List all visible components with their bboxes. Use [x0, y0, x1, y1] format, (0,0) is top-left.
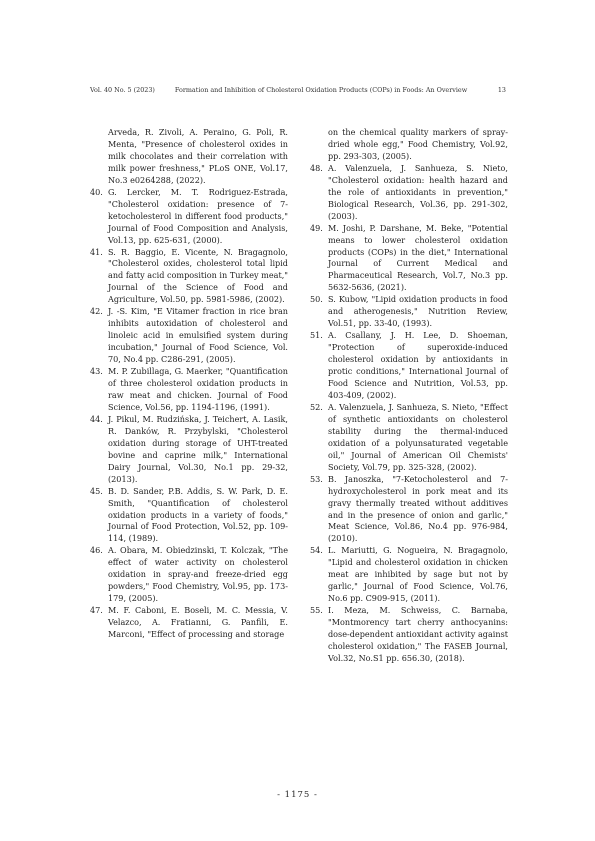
reference-number: 50.	[310, 294, 323, 305]
reference-text: A. Valenzuela, J. Sanhueza, S. Nieto, "Effect of synthetic antioxidants on cholesterol stability during the thermal-induced oxidation of a polyunsaturated vegetable oil," Journal of American Oil Chemists' Society, Vol.79, pp. 325-328, (2002).	[328, 401, 508, 472]
reference-text: S. Kubow, "Lipid oxidation products in food and atherogenesis," Nutrition Review, Vol.51, pp. 33-40, (1993).	[328, 294, 508, 329]
reference-number: 44.	[90, 413, 103, 424]
reference-text: I. Meza, M. Schweiss, C. Barnaba, "Montmorency tart cherry anthocyanins: dose-dependent antioxidant activity against cholesterol oxidation," The FASEB Journal, Vol.32, No.S1 pp. 656.30, (2018).	[328, 605, 508, 663]
reference-item	[310, 330, 508, 402]
reference-number: 45.	[90, 485, 103, 496]
reference-number: 55.	[310, 605, 323, 616]
page-number-footer: - 1175 -	[277, 790, 318, 800]
reference-text: A. Obara, M. Obiedzinski, T. Kolczak, "The effect of water activity on cholesterol oxidation in spray-and freeze-dried egg powders," Food Chemistry, Vol.95, pp. 173-179, (2005).	[108, 545, 288, 604]
reference-number: 43.	[90, 366, 103, 377]
reference-item	[310, 294, 508, 330]
reference-item	[90, 545, 288, 605]
reference-text: B. D. Sander, P.B. Addis, S. W. Park, D. E. Smith, "Quantification of cholesterol oxidation products in a variety of foods," Journal of Food Protection, Vol.52, pp. 109-114, (1989).	[108, 485, 288, 544]
reference-text: on the chemical quality markers of spray-dried whole egg," Food Chemistry, Vol.92, pp. 293-303, (2005).	[328, 127, 508, 161]
reference-item	[90, 247, 288, 307]
reference-number: 41.	[90, 246, 103, 257]
reference-text: G. Lercker, M. T. Rodriguez-Estrada, "Cholesterol oxidation: presence of 7-ketocholesterol in different food products," Journal of Food Composition and Analysis, Vol.13, pp. 625-631, (2000).	[108, 186, 288, 245]
reference-item	[90, 366, 288, 414]
reference-text: B. Janoszka, "7-Ketocholesterol and 7-hydroxycholesterol in pork meat and its gravy thermally treated without additives and in the presence of onion and garlic," Meat Science, Vol.86, No.4 pp. 976-984, (2010).	[328, 473, 508, 544]
reference-item	[310, 474, 508, 546]
references-left-column	[90, 127, 288, 641]
reference-text: J. Pikul, M. Rudzińska, J. Teichert, A. Lasik, R. Danków, R. Przybylski, "Cholesterol oxidation during storage of UHT-treated bovine and caprine milk," International Dairy Journal, Vol.30, No.1 pp. 29-32, (2013).	[108, 413, 288, 484]
reference-number: 53.	[310, 473, 323, 484]
reference-item	[310, 605, 508, 665]
journal-volume: Vol. 40 No. 5 (2023)	[90, 86, 155, 94]
reference-text: S. R. Baggio, E. Vicente, N. Bragagnolo, "Cholesterol oxides, cholesterol total lipid and fatty acid composition in Turkey meat," Journal of the Science of Food and Agriculture, Vol.50, pp. 5981-5986, (2002).	[108, 246, 288, 305]
reference-number: 42.	[90, 306, 103, 317]
reference-number: 51.	[310, 330, 323, 341]
reference-text: J. -S. Kim, "E Vitamer fraction in rice bran inhibits autoxidation of cholesterol and linoleic acid in emulsified system during incubation," Journal of Food Science, Vol. 70, No.4 pp. C286-291, (2005).	[108, 306, 288, 365]
reference-text: M. F. Caboni, E. Boseli, M. C. Messia, V. Velazco, A. Fratianni, G. Panfili, E. Marconi, "Effect of processing and storage	[108, 605, 288, 640]
reference-text: M. P. Zubillaga, G. Maerker, "Quantification of three cholesterol oxidation products in raw meat and chicken. Journal of Food Science, Vol.56, pp. 1194-1196, (1991).	[108, 366, 288, 412]
reference-item	[310, 223, 508, 295]
reference-text: A. Csallany, J. H. Lee, D. Shoeman, "Protection of superoxide-induced cholesterol oxidation by antioxidants in protic conditions," International Journal of Food Science and Nutrition, Vol.53, pp. 403-409, (2002).	[328, 330, 508, 400]
references-right-column	[310, 127, 508, 665]
reference-text: A. Valenzuela, J. Sanhueza, S. Nieto, "Cholesterol oxidation: health hazard and the role of antioxidants in prevention," Biological Research, Vol.36, pp. 291-302, (2003).	[328, 162, 508, 221]
reference-item	[310, 402, 508, 474]
reference-number: 52.	[310, 401, 323, 412]
reference-number: 49.	[310, 222, 323, 233]
reference-item	[90, 187, 288, 247]
reference-item	[90, 486, 288, 546]
reference-text: M. Joshi, P. Darshane, M. Beke, "Potential means to lower cholesterol oxidation products (COPs) in the diet," International Journal of Current Medical and Pharmaceutical Research, Vol.7, No.3 pp. 5632-5636, (2021).	[328, 222, 508, 293]
reference-item	[310, 163, 508, 223]
reference-number: 48.	[310, 162, 323, 173]
reference-item	[90, 306, 288, 366]
reference-item	[90, 605, 288, 641]
reference-item	[310, 127, 508, 163]
reference-text: Arveda, R. Zivoli, A. Peraino, G. Poli, R. Menta, "Presence of cholesterol oxides in milk chocolates and their correlation with milk power freshness," PLoS ONE, Vol.17, No.3 e0264288, (2022).	[108, 127, 288, 185]
reference-text: L. Mariutti, G. Nogueira, N. Bragagnolo, "Lipid and cholesterol oxidation in chicken meat are inhibited by sage but not by garlic," Journal of Food Science, Vol.76, No.6 pp. C909-915, (2011).	[328, 545, 508, 604]
reference-number: 47.	[90, 605, 103, 616]
running-title: Formation and Inhibition of Cholesterol Oxidation Products (COPs) in Foods: An Overview	[174, 86, 468, 94]
reference-number: 40.	[90, 186, 103, 197]
header-page-number: 13	[497, 86, 506, 94]
reference-number: 54.	[310, 545, 323, 556]
running-header	[90, 86, 506, 94]
reference-number: 46.	[90, 545, 103, 556]
reference-item	[310, 545, 508, 605]
reference-item	[90, 414, 288, 486]
reference-item	[90, 127, 288, 187]
